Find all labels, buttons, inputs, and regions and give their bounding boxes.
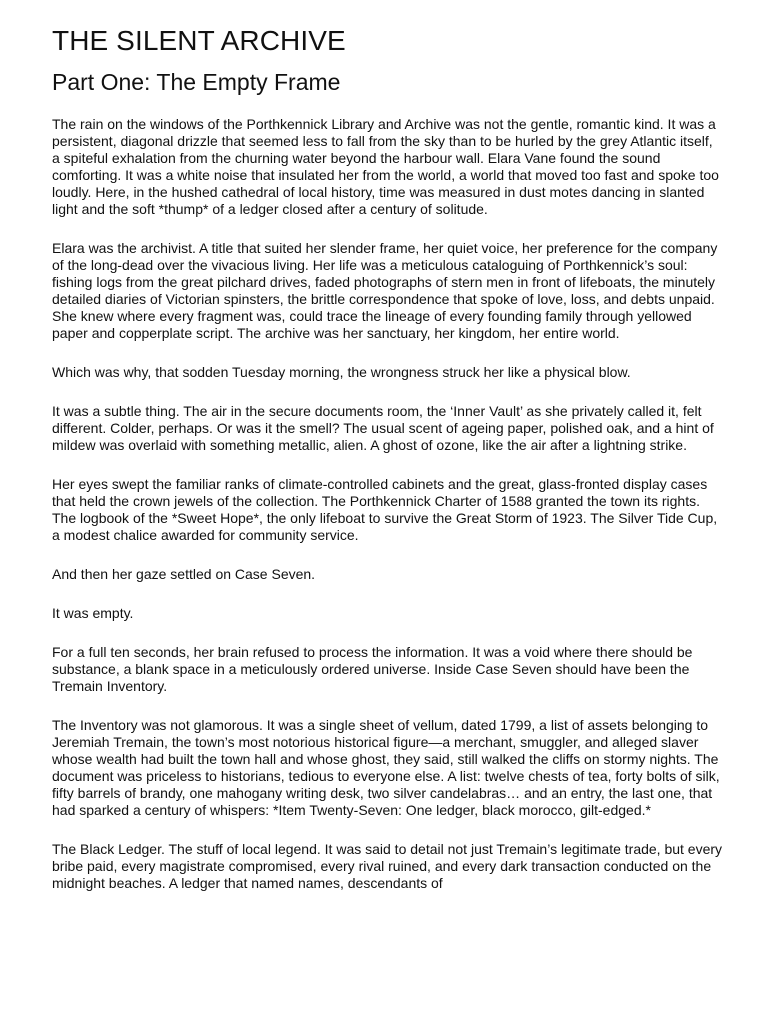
paragraph-7: It was empty. [52, 605, 134, 621]
paragraph-8: For a full ten seconds, her brain refused to process the information. It was a void where there should be substance, a blank space in a meticulously ordered universe. Inside Case Seven should have been the Tremain Inventory. [52, 644, 693, 694]
document-title: THE SILENT ARCHIVE [52, 25, 346, 56]
paragraph-2: Elara was the archivist. A title that suited her slender frame, her quiet voice, her preference for the company of the long-dead over the vivacious living. Her life was a meticulous cataloguing of Porthkennick’s soul: fishing logs from the great pilchard drives, faded photographs of stern men in front of lifeboats, the minutely detailed diaries of Victorian spinsters, the brittle correspondence that spoke of love, loss, and debts unpaid. She knew where every fragment was, could trace the lineage of every founding family through yellowed paper and copperplate script. The archive was her sanctuary, her kingdom, her entire world. [52, 240, 718, 341]
paragraph-10: The Black Ledger. The stuff of local legend. It was said to detail not just Tremain’s legitimate trade, but every bribe paid, every magistrate compromised, every rival ruined, and every dark transaction conducted on the midnight beaches. A ledger that named names, descendants of [52, 841, 723, 891]
paragraph-6: And then her gaze settled on Case Seven. [52, 566, 316, 582]
paragraph-1: The rain on the windows of the Porthkennick Library and Archive was not the gentle, romantic kind. It was a persistent, diagonal drizzle that seemed less to fall from the sky than to be hurled by the grey Atlantic itself, a spiteful exhalation from the churning water beyond the harbour wall. Elara Vane found the sound comforting. It was a white noise that insulated her from the world, a world that moved too fast and spoke too loudly. Here, in the hushed cathedral of local history, time was measured in dust motes dancing in slanted light and the soft *thump* of a ledger closed after a century of solitude. [52, 116, 719, 217]
paragraph-9: The Inventory was not glamorous. It was a single sheet of vellum, dated 1799, a list of assets belonging to Jeremiah Tremain, the town’s most notorious historical figure—a merchant, smuggler, and alleged slaver whose wealth had built the town hall and whose ghost, they said, still walked the cliffs on stormy nights. The document was priceless to historians, tedious to everyone else. A list: twelve chests of tea, forty bolts of silk, fifty barrels of brandy, one mahogany writing desk, two silver candelabras… and an entry, the last one, that had sparked a century of whispers: *Item Twenty-Seven: One ledger, black morocco, gilt-edged.* [52, 717, 720, 818]
paragraph-4: It was a subtle thing. The air in the secure documents room, the ‘Inner Vault’ as she privately called it, felt different. Colder, perhaps. Or was it the smell? The usual scent of ageing paper, polished oak, and a hint of mildew was overlaid with something metallic, alien. A ghost of ozone, like the air after a lightning strike. [52, 403, 714, 453]
paragraph-3: Which was why, that sodden Tuesday morning, the wrongness struck her like a physical blow. [52, 364, 631, 380]
paragraph-5: Her eyes swept the familiar ranks of climate-controlled cabinets and the great, glass-fronted display cases that held the crown jewels of the collection. The Porthkennick Charter of 1588 granted the town its rights. The logbook of the *Sweet Hope*, the only lifeboat to survive the Great Storm of 1923. The Silver Tide Cup, a modest chalice awarded for community service. [52, 476, 718, 543]
part-heading: Part One: The Empty Frame [52, 69, 341, 95]
document-page [52, 24, 724, 914]
